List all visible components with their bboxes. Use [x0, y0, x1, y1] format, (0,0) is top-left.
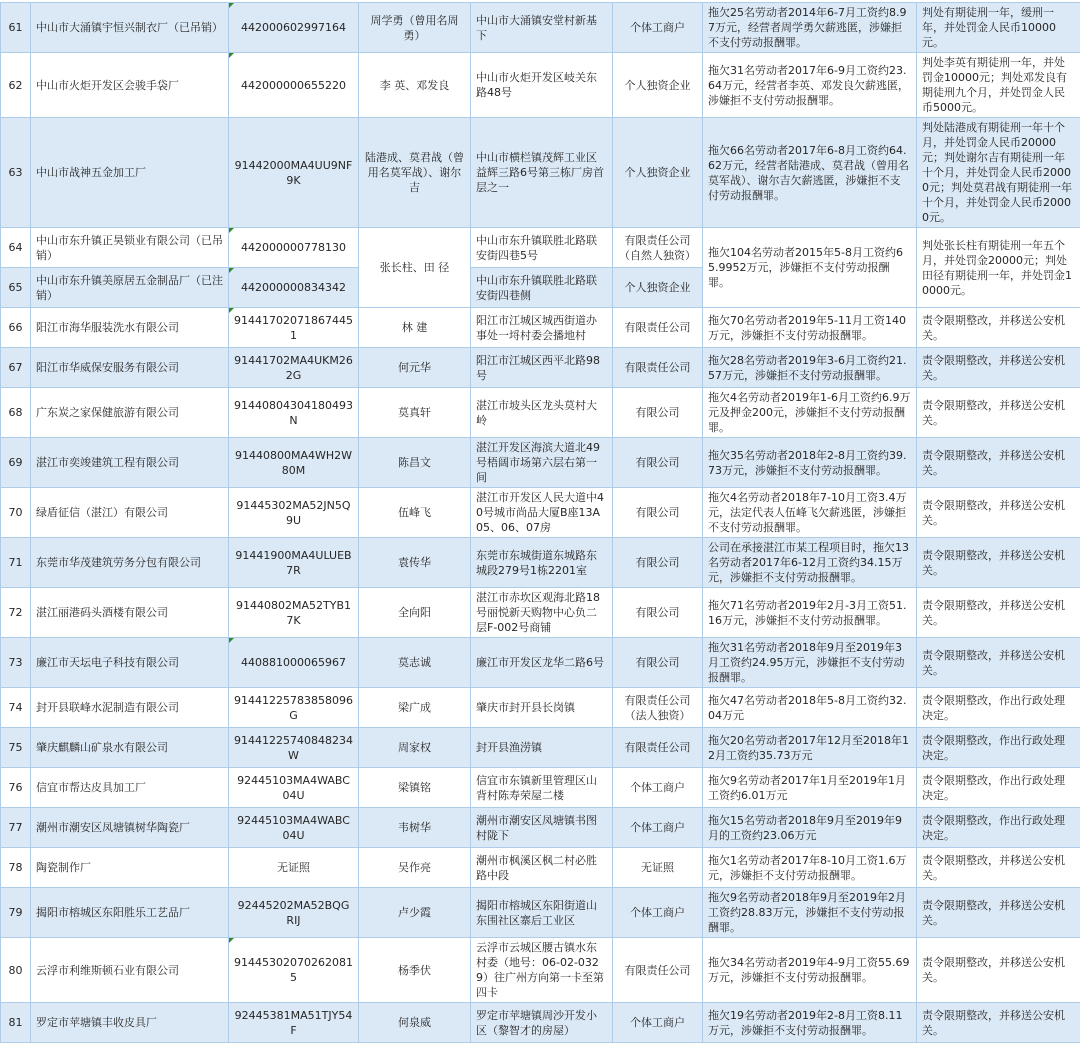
penalty-cell[interactable]: 责令限期整改，并移送公安机关。	[917, 488, 1080, 538]
blacklist-table	[0, 2, 1080, 1043]
address-cell[interactable]: 云浮市云城区腰古镇水东村委（地号：06-02-0329）往广州方向第一卡至第四卡	[471, 938, 613, 1003]
table-row	[1, 848, 1080, 888]
penalty-cell[interactable]: 责令限期整改，并移送公安机关。	[917, 348, 1080, 388]
address-cell[interactable]: 罗定市苹塘镇周沙开发小区（黎智才的房屋）	[471, 1003, 613, 1043]
penalty-cell[interactable]: 责令限期整改，并移送公安机关。	[917, 938, 1080, 1003]
violation-cell[interactable]: 拖欠19名劳动者2019年2-8月工资8.11万元，涉嫌拒不支付劳动报酬罪。	[703, 1003, 917, 1043]
company-type-cell[interactable]: 有限责任公司	[613, 728, 703, 768]
row-number-cell[interactable]: 63	[1, 118, 31, 228]
violation-cell[interactable]: 拖欠31名劳动者2017年6-9月工资约23.64万元，经营者李英、邓发良欠薪逃匿，涉嫌拒不支付劳动报酬罪。	[703, 53, 917, 118]
credit-code-cell[interactable]: 442000000778130	[229, 228, 359, 268]
penalty-cell[interactable]: 判处李英有期徒刑一年，并处罚金10000元；判处邓发良有期徒刑九个月，并处罚金人民币5000元。	[917, 53, 1080, 118]
address-cell[interactable]: 揭阳市榕城区东阳街道山东围社区寨后工业区	[471, 888, 613, 938]
row-number-cell[interactable]: 75	[1, 728, 31, 768]
row-number-cell[interactable]: 69	[1, 438, 31, 488]
company-name-cell[interactable]: 湛江丽港码头酒楼有限公司	[31, 588, 229, 638]
address-cell[interactable]: 阳江市江城区西平北路98号	[471, 348, 613, 388]
credit-code-cell[interactable]: 440881000065967	[229, 638, 359, 688]
company-name-cell[interactable]: 中山市东升镇美原居五金制品厂（已注销）	[31, 268, 229, 308]
credit-code-cell[interactable]: 91441225740848234W	[229, 728, 359, 768]
credit-code-cell[interactable]: 91440800MA4WH2W80M	[229, 438, 359, 488]
table-row	[1, 53, 1080, 118]
credit-code-cell[interactable]: 442000000655220	[229, 53, 359, 118]
credit-code-cell[interactable]: 无证照	[229, 848, 359, 888]
legal-person-cell[interactable]: 何泉威	[359, 1003, 471, 1043]
company-name-cell[interactable]: 罗定市苹塘镇丰收皮具厂	[31, 1003, 229, 1043]
violation-cell[interactable]: 拖欠71名劳动者2019年2月-3月工资51.16万元，涉嫌拒不支付劳动报酬罪。	[703, 588, 917, 638]
company-type-cell[interactable]: 有限公司	[613, 438, 703, 488]
violation-cell[interactable]: 拖欠35名劳动者2018年2-8月工资约39.73万元，涉嫌拒不支付劳动报酬罪。	[703, 438, 917, 488]
company-type-cell[interactable]: 有限责任公司（自然人独资）	[613, 228, 703, 268]
credit-code-cell[interactable]: 92445103MA4WABC04U	[229, 808, 359, 848]
violation-cell[interactable]: 拖欠34名劳动者2019年4-9月工资55.69万元，涉嫌拒不支付劳动报酬罪。	[703, 938, 917, 1003]
company-type-cell[interactable]: 有限责任公司	[613, 938, 703, 1003]
address-cell[interactable]: 中山市火炬开发区岐关东路48号	[471, 53, 613, 118]
row-number-cell[interactable]: 78	[1, 848, 31, 888]
legal-person-cell[interactable]: 伍峰飞	[359, 488, 471, 538]
row-number-cell[interactable]: 61	[1, 3, 31, 53]
address-cell[interactable]: 中山市大涌镇安堂村新基下	[471, 3, 613, 53]
address-cell[interactable]: 肇庆市封开县长岗镇	[471, 688, 613, 728]
penalty-cell[interactable]: 判处陆港成有期徒刑一年十个月，并处罚金人民币20000元；判处谢尔吉有期徒刑一年十个月，并处罚金人民币20000元；判处莫君战有期徒刑一年十个月，并处罚金人民币20000元。	[917, 118, 1080, 228]
address-cell[interactable]: 湛江市赤坎区观海北路18号丽悦新天购物中心负二层F-002号商铺	[471, 588, 613, 638]
company-name-cell[interactable]: 中山市火炬开发区会骏手袋厂	[31, 53, 229, 118]
address-cell[interactable]: 阳江市江城区城西街道办事处一埒村委会播地村	[471, 308, 613, 348]
cell-error-flag-icon	[229, 638, 234, 643]
address-cell[interactable]: 中山市东升镇联胜北路联安街四巷侧	[471, 268, 613, 308]
violation-cell[interactable]: 拖欠1名劳动者2017年8-10月工资1.6万元，涉嫌拒不支付劳动报酬罪。	[703, 848, 917, 888]
penalty-cell[interactable]: 责令限期整改，作出行政处理决定。	[917, 728, 1080, 768]
address-cell[interactable]: 湛江市开发区人民大道中40号城市尚品大厦B座13A05、06、07房	[471, 488, 613, 538]
penalty-cell[interactable]: 责令限期整改，并移送公安机关。	[917, 388, 1080, 438]
penalty-cell[interactable]: 责令限期整改，并移送公安机关。	[917, 638, 1080, 688]
company-name-cell[interactable]: 信宜市帮达皮具加工厂	[31, 768, 229, 808]
legal-person-cell[interactable]: 杨季伏	[359, 938, 471, 1003]
violation-cell[interactable]: 拖欠25名劳动者2014年6-7月工资约8.97万元，经营者周学勇欠薪逃匿，涉嫌拒不支付劳动报酬罪。	[703, 3, 917, 53]
penalty-cell[interactable]: 责令限期整改，并移送公安机关。	[917, 888, 1080, 938]
table-row	[1, 728, 1080, 768]
legal-person-cell[interactable]: 梁镇铭	[359, 768, 471, 808]
company-type-cell[interactable]: 个体工商户	[613, 1003, 703, 1043]
company-type-cell[interactable]: 有限责任公司	[613, 348, 703, 388]
table-row	[1, 768, 1080, 808]
row-number-cell[interactable]: 68	[1, 388, 31, 438]
row-number-cell[interactable]: 76	[1, 768, 31, 808]
table-row	[1, 688, 1080, 728]
company-name-cell[interactable]: 湛江市奕竣建筑工程有限公司	[31, 438, 229, 488]
penalty-cell[interactable]: 责令限期整改，并移送公安机关。	[917, 308, 1080, 348]
table-row	[1, 438, 1080, 488]
legal-person-cell[interactable]: 吴作亮	[359, 848, 471, 888]
company-name-cell[interactable]: 廉江市天坛电子科技有限公司	[31, 638, 229, 688]
legal-person-cell[interactable]: 袁传华	[359, 538, 471, 588]
violation-cell[interactable]: 拖欠20名劳动者2017年12月至2018年12月工资约35.73万元	[703, 728, 917, 768]
company-type-cell[interactable]: 有限公司	[613, 638, 703, 688]
penalty-cell[interactable]: 责令限期整改，并移送公安机关。	[917, 538, 1080, 588]
company-type-cell[interactable]: 有限责任公司	[613, 308, 703, 348]
row-number-cell[interactable]: 62	[1, 53, 31, 118]
violation-cell[interactable]: 拖欠15名劳动者2018年9月至2019年9月的工资约23.06万元	[703, 808, 917, 848]
violation-cell[interactable]: 拖欠66名劳动者2017年6-8月工资约64.62万元，经营者陆港成、莫君战（曾用名莫军战）、谢尔吉欠薪逃匿，涉嫌拒不支付劳动报酬罪。	[703, 118, 917, 228]
table-row	[1, 938, 1080, 1003]
row-number-cell[interactable]: 71	[1, 538, 31, 588]
violation-cell[interactable]: 拖欠104名劳动者2015年5-8月工资约65.9952万元，涉嫌拒不支付劳动报酬罪。	[703, 228, 917, 308]
address-cell[interactable]: 廉江市开发区龙华二路6号	[471, 638, 613, 688]
legal-person-cell[interactable]: 莫志诚	[359, 638, 471, 688]
row-number-cell[interactable]: 72	[1, 588, 31, 638]
credit-code-cell[interactable]: 92445202MA52BQGRIJ	[229, 888, 359, 938]
credit-code-cell[interactable]: 91440804304180493N	[229, 388, 359, 438]
legal-person-cell[interactable]: 张长柱、田 径	[359, 228, 471, 308]
violation-cell[interactable]: 公司在承接湛江市某工程项目时，拖欠13名劳动者2017年6-12月工资约34.15万元，涉嫌拒不支付劳动报酬罪。	[703, 538, 917, 588]
company-name-cell[interactable]: 绿盾征信（湛江）有限公司	[31, 488, 229, 538]
company-name-cell[interactable]: 东莞市华茂建筑劳务分包有限公司	[31, 538, 229, 588]
company-name-cell[interactable]: 潮州市潮安区凤塘镇树华陶瓷厂	[31, 808, 229, 848]
company-type-cell[interactable]: 有限公司	[613, 388, 703, 438]
penalty-cell[interactable]: 责令限期整改，作出行政处理决定。	[917, 768, 1080, 808]
company-name-cell[interactable]: 云浮市利维斯顿石业有限公司	[31, 938, 229, 1003]
company-name-cell[interactable]: 揭阳市榕城区东阳胜乐工艺品厂	[31, 888, 229, 938]
table-row	[1, 308, 1080, 348]
legal-person-cell[interactable]: 何元华	[359, 348, 471, 388]
company-type-cell[interactable]: 个体工商户	[613, 888, 703, 938]
row-number-cell[interactable]: 73	[1, 638, 31, 688]
violation-cell[interactable]: 拖欠28名劳动者2019年3-6月工资约21.57万元，涉嫌拒不支付劳动报酬罪。	[703, 348, 917, 388]
address-cell[interactable]: 中山市东升镇联胜北路联安街四巷5号	[471, 228, 613, 268]
penalty-cell[interactable]: 判处张长柱有期徒刑一年五个月，并处罚金20000元；判处田径有期徒刑一年，并处罚金10000元。	[917, 228, 1080, 308]
legal-person-cell[interactable]: 韦树华	[359, 808, 471, 848]
company-name-cell[interactable]: 广东炭之家保健旅游有限公司	[31, 388, 229, 438]
credit-code-cell[interactable]: 91442000MA4UU9NF9K	[229, 118, 359, 228]
table-row	[1, 808, 1080, 848]
table-row	[1, 488, 1080, 538]
company-name-cell[interactable]: 陶瓷制作厂	[31, 848, 229, 888]
violation-cell[interactable]: 拖欠9名劳动者2017年1月至2019年1月工资约6.01万元	[703, 768, 917, 808]
row-number-cell[interactable]: 70	[1, 488, 31, 538]
company-type-cell[interactable]: 有限责任公司（法人独资）	[613, 688, 703, 728]
legal-person-cell[interactable]: 梁广成	[359, 688, 471, 728]
company-type-cell[interactable]: 无证照	[613, 848, 703, 888]
legal-person-cell[interactable]: 陆港成、莫君战（曾用名莫军战）、谢尔吉	[359, 118, 471, 228]
company-name-cell[interactable]: 肇庆麒麟山矿泉水有限公司	[31, 728, 229, 768]
company-type-cell[interactable]: 个体工商户	[613, 3, 703, 53]
address-cell[interactable]: 封开县渔涝镇	[471, 728, 613, 768]
row-number-cell[interactable]: 74	[1, 688, 31, 728]
credit-code-cell[interactable]: 92445103MA4WABC04U	[229, 768, 359, 808]
table-row	[1, 638, 1080, 688]
company-type-cell[interactable]: 个体工商户	[613, 808, 703, 848]
row-number-cell[interactable]: 64	[1, 228, 31, 268]
cell-error-flag-icon	[229, 308, 234, 313]
row-number-cell[interactable]: 77	[1, 808, 31, 848]
company-type-cell[interactable]: 有限公司	[613, 488, 703, 538]
legal-person-cell[interactable]: 林 建	[359, 308, 471, 348]
legal-person-cell[interactable]: 卢少霞	[359, 888, 471, 938]
table-row	[1, 118, 1080, 228]
address-cell[interactable]: 湛江市坡头区龙头莫村大岭	[471, 388, 613, 438]
table-row	[1, 388, 1080, 438]
address-cell[interactable]: 潮州市枫溪区枫二村必胜路中段	[471, 848, 613, 888]
penalty-cell[interactable]: 判处有期徒刑一年，缓刑一年，并处罚金人民币10000元。	[917, 3, 1080, 53]
credit-code-cell[interactable]: 91441900MA4ULUEB7R	[229, 538, 359, 588]
legal-person-cell[interactable]: 李 英、邓发良	[359, 53, 471, 118]
company-name-cell[interactable]: 封开县联峰水泥制造有限公司	[31, 688, 229, 728]
cell-error-flag-icon	[229, 228, 234, 233]
address-cell[interactable]: 潮州市潮安区凤塘镇书图村陇下	[471, 808, 613, 848]
violation-cell[interactable]: 拖欠9名劳动者2018年9月至2019年2月工资约28.83万元，涉嫌拒不支付劳动报酬罪。	[703, 888, 917, 938]
violation-cell[interactable]: 拖欠4名劳动者2019年1-6月工资约6.9万元及押金200元，涉嫌拒不支付劳动报酬罪。	[703, 388, 917, 438]
credit-code-cell[interactable]: 91441702MA4UKM262G	[229, 348, 359, 388]
row-number-cell[interactable]: 67	[1, 348, 31, 388]
credit-code-cell[interactable]: 442000000834342	[229, 268, 359, 308]
credit-code-cell[interactable]: 91441225783858096G	[229, 688, 359, 728]
address-cell[interactable]: 中山市横栏镇茂辉工业区益辉三路6号第三栋厂房首层之一	[471, 118, 613, 228]
legal-person-cell[interactable]: 莫真轩	[359, 388, 471, 438]
table-row	[1, 1003, 1080, 1043]
table-row	[1, 588, 1080, 638]
legal-person-cell[interactable]: 陈昌文	[359, 438, 471, 488]
cell-error-flag-icon	[229, 53, 234, 58]
penalty-cell[interactable]: 责令限期整改，作出行政处理决定。	[917, 688, 1080, 728]
company-type-cell[interactable]: 个人独资企业	[613, 268, 703, 308]
company-name-cell[interactable]: 阳江市海华服装洗水有限公司	[31, 308, 229, 348]
company-type-cell[interactable]: 个人独资企业	[613, 118, 703, 228]
company-name-cell[interactable]: 阳江市华威保安服务有限公司	[31, 348, 229, 388]
row-number-cell[interactable]: 81	[1, 1003, 31, 1043]
credit-code-cell[interactable]: 91445302MA52JN5Q9U	[229, 488, 359, 538]
cell-error-flag-icon	[229, 3, 234, 8]
company-name-cell[interactable]: 中山市大涌镇宇恒兴制衣厂（已吊销）	[31, 3, 229, 53]
row-number-cell[interactable]: 65	[1, 268, 31, 308]
legal-person-cell[interactable]: 周家权	[359, 728, 471, 768]
table-row	[1, 538, 1080, 588]
row-number-cell[interactable]: 66	[1, 308, 31, 348]
credit-code-cell[interactable]: 914417020718674451	[229, 308, 359, 348]
violation-cell[interactable]: 拖欠47名劳动者2018年5-8月工资约32.04万元	[703, 688, 917, 728]
legal-person-cell[interactable]: 周学勇（曾用名周勇）	[359, 3, 471, 53]
penalty-cell[interactable]: 责令限期整改，并移送公安机关。	[917, 438, 1080, 488]
penalty-cell[interactable]: 责令限期整改，并移送公安机关。	[917, 588, 1080, 638]
company-name-cell[interactable]: 中山市战神五金加工厂	[31, 118, 229, 228]
table-row	[1, 888, 1080, 938]
table-row	[1, 228, 1080, 268]
row-number-cell[interactable]: 79	[1, 888, 31, 938]
address-cell[interactable]: 东莞市东城街道东城路东城段279号1栋2201室	[471, 538, 613, 588]
credit-code-cell[interactable]: 914453020702620815	[229, 938, 359, 1003]
company-type-cell[interactable]: 有限公司	[613, 588, 703, 638]
company-name-cell[interactable]: 中山市东升镇正昊锁业有限公司（已吊销）	[31, 228, 229, 268]
table-row	[1, 3, 1080, 53]
company-type-cell[interactable]: 个体工商户	[613, 768, 703, 808]
spreadsheet-view	[0, 2, 1080, 946]
violation-cell[interactable]: 拖欠70名劳动者2019年5-11月工资140万元，涉嫌拒不支付劳动报酬罪。	[703, 308, 917, 348]
penalty-cell[interactable]: 责令限期整改，作出行政处理决定。	[917, 808, 1080, 848]
table-row	[1, 348, 1080, 388]
penalty-cell[interactable]: 责令限期整改，并移送公安机关。	[917, 1003, 1080, 1043]
legal-person-cell[interactable]: 全向阳	[359, 588, 471, 638]
credit-code-cell[interactable]: 442000602997164	[229, 3, 359, 53]
cell-error-flag-icon	[229, 938, 234, 943]
address-cell[interactable]: 湛江开发区海滨大道北49号梧阔市场第六层右第一间	[471, 438, 613, 488]
company-type-cell[interactable]: 个人独资企业	[613, 53, 703, 118]
violation-cell[interactable]: 拖欠4名劳动者2018年7-10月工资3.4万元，法定代表人伍峰飞欠薪逃匿，涉嫌拒不支付劳动报酬罪。	[703, 488, 917, 538]
credit-code-cell[interactable]: 91440802MA52TYB17K	[229, 588, 359, 638]
row-number-cell[interactable]: 80	[1, 938, 31, 1003]
company-type-cell[interactable]: 有限公司	[613, 538, 703, 588]
cell-error-flag-icon	[229, 268, 234, 273]
violation-cell[interactable]: 拖欠31名劳动者2018年9月至2019年3月工资约24.95万元，涉嫌拒不支付劳动报酬罪。	[703, 638, 917, 688]
penalty-cell[interactable]: 责令限期整改，并移送公安机关。	[917, 848, 1080, 888]
credit-code-cell[interactable]: 92445381MA51TJY54F	[229, 1003, 359, 1043]
address-cell[interactable]: 信宜市东镇新里管理区山背村陈寿荣屋二楼	[471, 768, 613, 808]
table-body	[1, 3, 1080, 1043]
